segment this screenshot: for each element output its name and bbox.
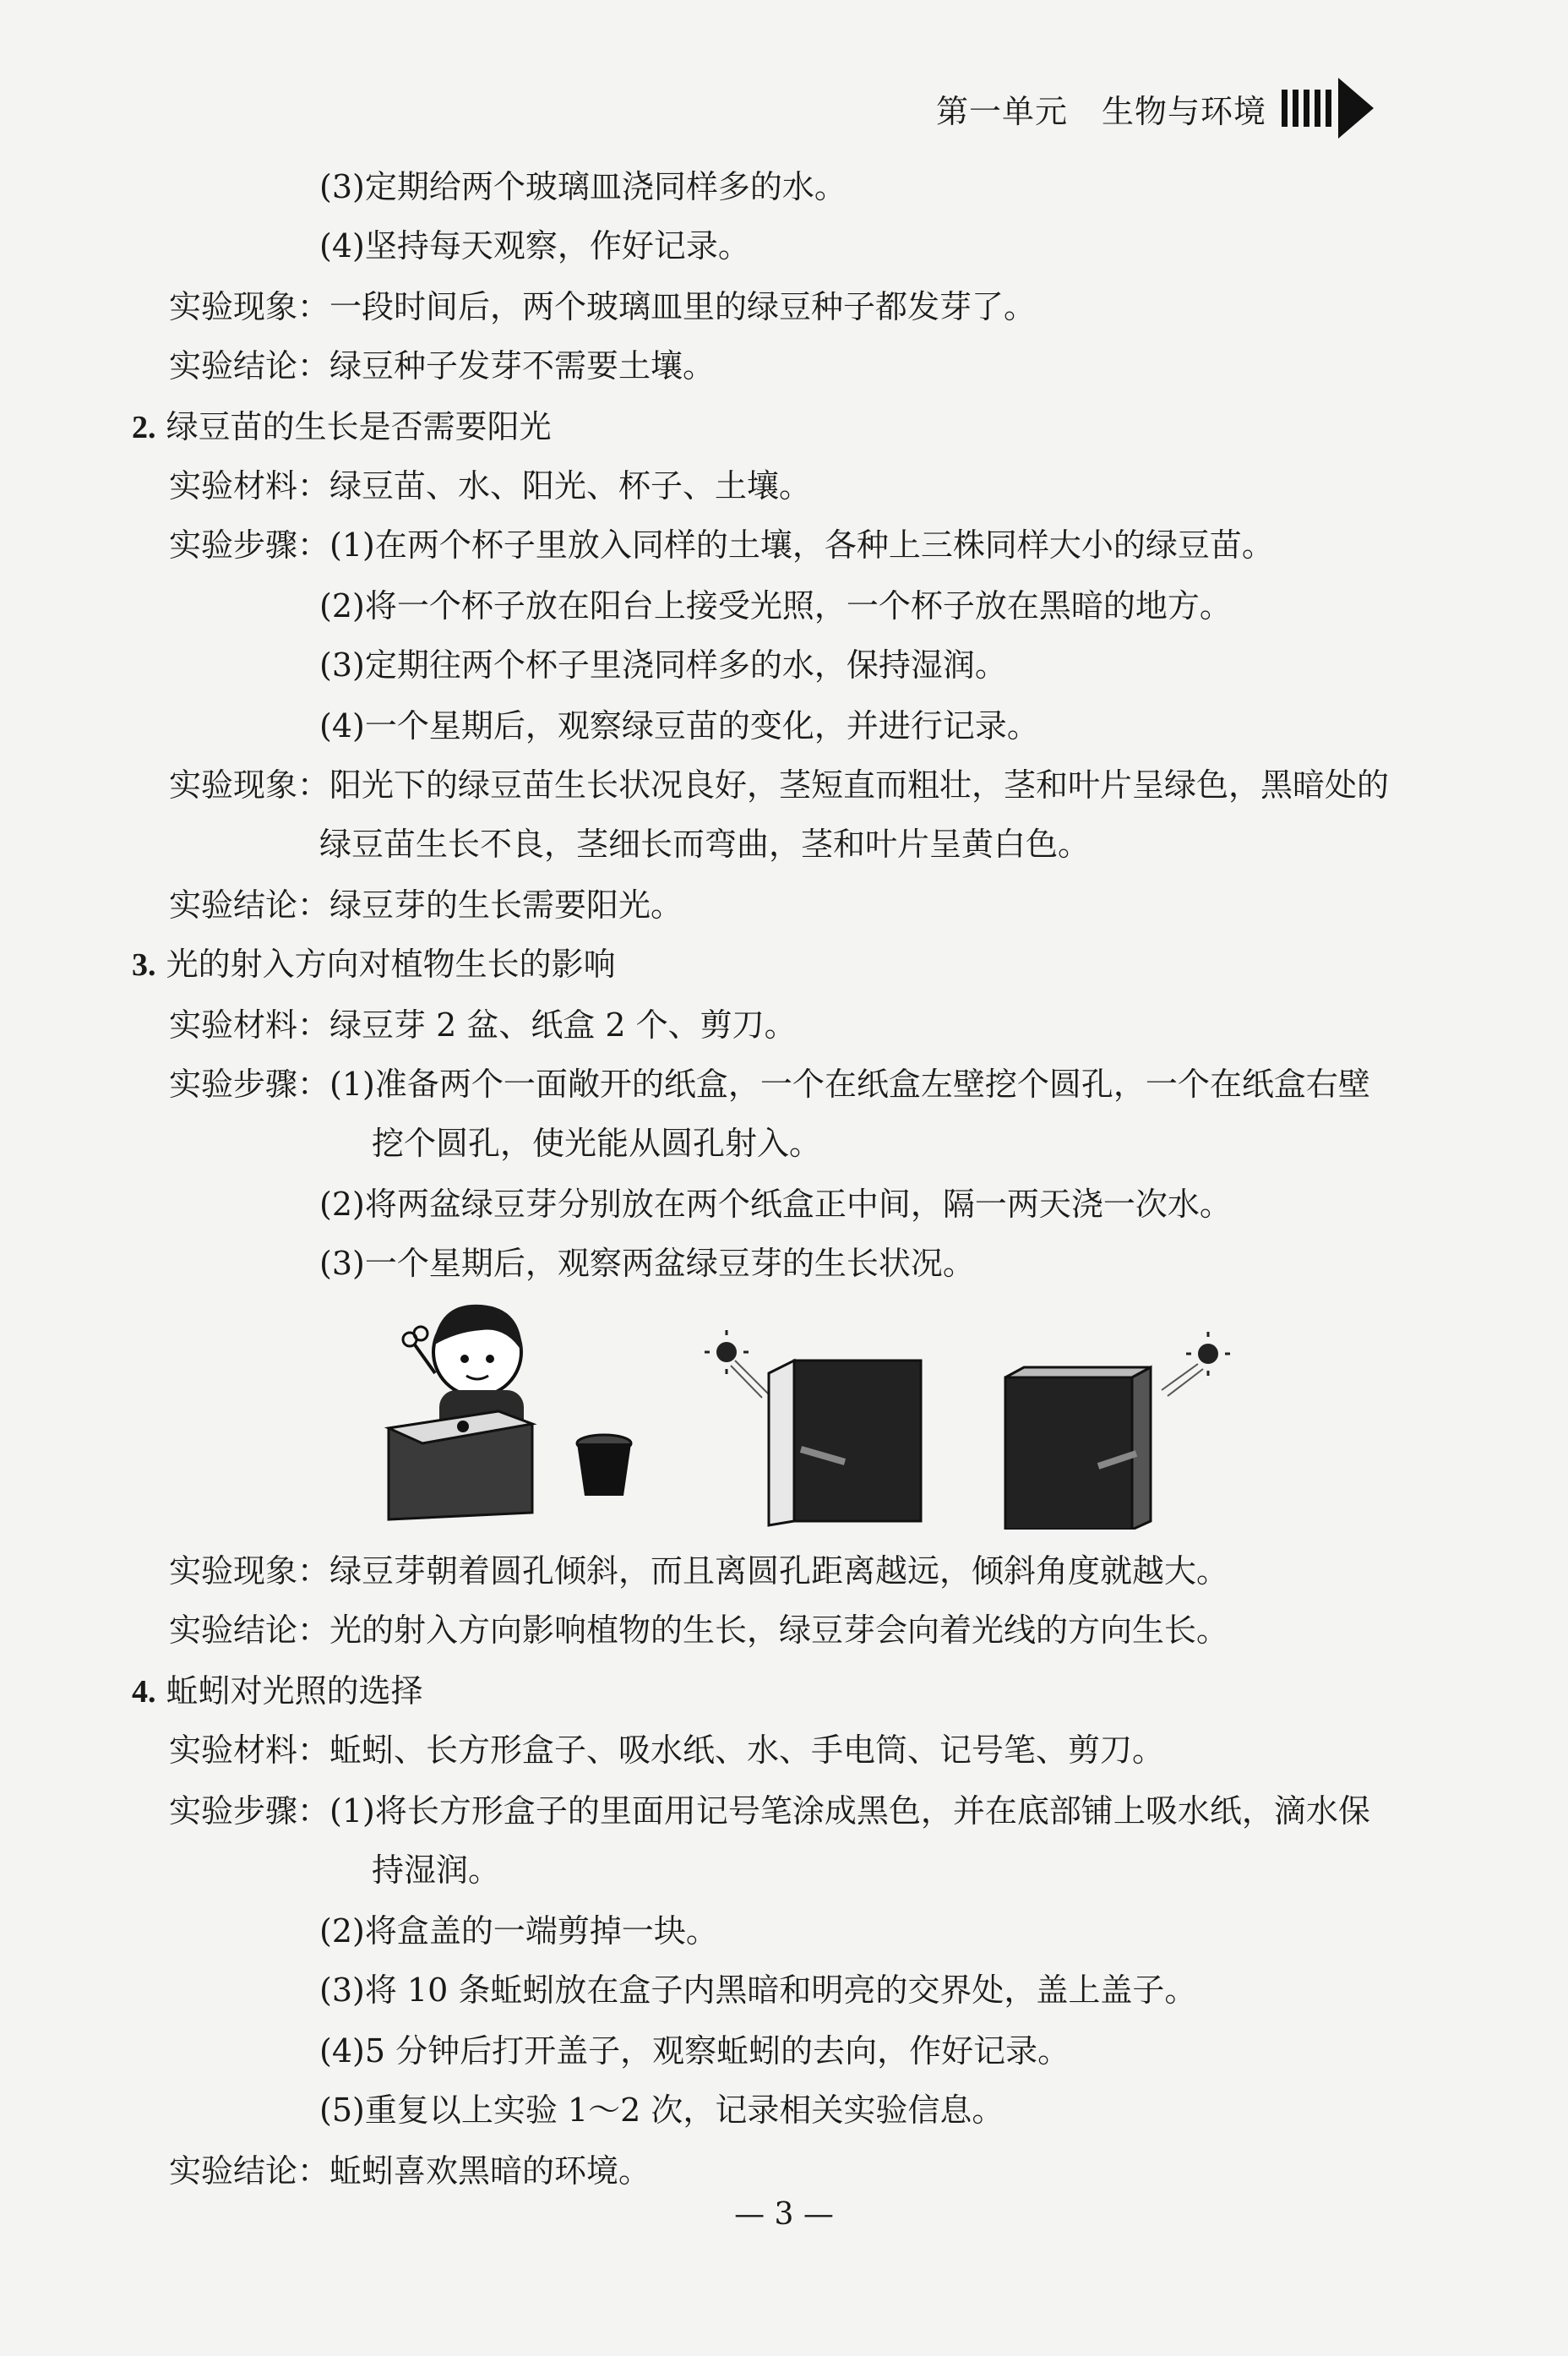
section-title: 绿豆苗的生长是否需要阳光	[166, 408, 552, 445]
text-line: 实验步骤：(1)在两个杯子里放入同样的土壤，各种上三株同样大小的绿豆苗。	[169, 526, 1274, 564]
page-number: — 3 —	[734, 2197, 834, 2232]
topic-label: 生物与环境	[1102, 92, 1267, 130]
running-header	[936, 83, 1374, 134]
text-line: (3)将 10 条蚯蚓放在盒子内黑暗和明亮的交界处，盖上盖子。	[319, 1972, 1197, 2009]
text-line: 实验结论：绿豆芽的生长需要阳光。	[169, 886, 683, 924]
illustration-svg	[372, 1293, 1419, 1530]
text-line: 实验现象：阳光下的绿豆苗生长状况良好，茎短直而粗壮，茎和叶片呈绿色，黑暗处的	[169, 766, 1390, 804]
text-line: 实验材料：绿豆苗、水、阳光、杯子、土壤。	[169, 467, 812, 504]
text-line: (2)将两盆绿豆芽分别放在两个纸盒正中间，隔一两天浇一次水。	[319, 1186, 1232, 1223]
text-line: 实验步骤：(1)准备两个一面敞开的纸盒，一个在纸盒左壁挖个圆孔，一个在纸盒右壁	[169, 1066, 1370, 1103]
section-number: 2.	[132, 410, 156, 445]
child-with-box-icon	[389, 1305, 532, 1519]
unit-label: 第一单元	[936, 92, 1069, 130]
text-line: 实验步骤：(1)将长方形盒子的里面用记号笔涂成黑色，并在底部铺上吸水纸，滴水保	[169, 1792, 1370, 1830]
section-heading	[132, 1672, 423, 1711]
box-light-right-icon	[1005, 1332, 1230, 1530]
text-line: (3)定期往两个杯子里浇同样多的水，保持湿润。	[319, 646, 1007, 684]
text-line: 挖个圆孔，使光能从圆孔射入。	[372, 1125, 822, 1162]
arrow-icon	[1282, 83, 1374, 134]
text-line: 实验现象：一段时间后，两个玻璃皿里的绿豆种子都发芽了。	[169, 288, 1037, 325]
section-title: 光的射入方向对植物生长的影响	[166, 946, 616, 983]
section-number: 4.	[132, 1674, 156, 1710]
text-line: 实验现象：绿豆芽朝着圆孔倾斜，而且离圆孔距离越远，倾斜角度就越大。	[169, 1552, 1229, 1590]
text-line: 实验结论：光的射入方向影响植物的生长，绿豆芽会向着光线的方向生长。	[169, 1612, 1229, 1649]
text-line: (5)重复以上实验 1～2 次，记录相关实验信息。	[319, 2091, 1004, 2129]
section-title: 蚯蚓对光照的选择	[166, 1672, 423, 1710]
text-line: (2)将盒盖的一端剪掉一块。	[319, 1912, 718, 1950]
text-line: (2)将一个杯子放在阳台上接受光照，一个杯子放在黑暗的地方。	[319, 587, 1232, 624]
section-heading	[132, 407, 552, 447]
section-heading	[132, 945, 616, 984]
text-line: (4)坚持每天观察，作好记录。	[319, 227, 750, 265]
text-line: 绿豆苗生长不良，茎细长而弯曲，茎和叶片呈黄白色。	[319, 826, 1091, 863]
box-light-left-icon	[705, 1330, 921, 1525]
text-line: 实验结论：绿豆种子发芽不需要土壤。	[169, 347, 716, 384]
text-line: (4)5 分钟后打开盖子，观察蚯蚓的去向，作好记录。	[319, 2032, 1070, 2070]
text-line: 持湿润。	[372, 1852, 501, 1889]
text-line: 实验材料：绿豆芽 2 盆、纸盒 2 个、剪刀。	[169, 1006, 797, 1044]
text-line: (3)一个星期后，观察两盆绿豆芽的生长状况。	[319, 1245, 975, 1282]
section-number: 3.	[132, 947, 156, 983]
text-line: (4)一个星期后，观察绿豆苗的变化，并进行记录。	[319, 707, 1039, 744]
plant-pot-icon	[577, 1435, 631, 1496]
text-line: 实验结论：蚯蚓喜欢黑暗的环境。	[169, 2152, 651, 2190]
text-line: (3)定期给两个玻璃皿浇同样多的水。	[319, 168, 847, 205]
experiment-illustration	[372, 1293, 1419, 1530]
text-line: 实验材料：蚯蚓、长方形盒子、吸水纸、水、手电筒、记号笔、剪刀。	[169, 1732, 1165, 1769]
